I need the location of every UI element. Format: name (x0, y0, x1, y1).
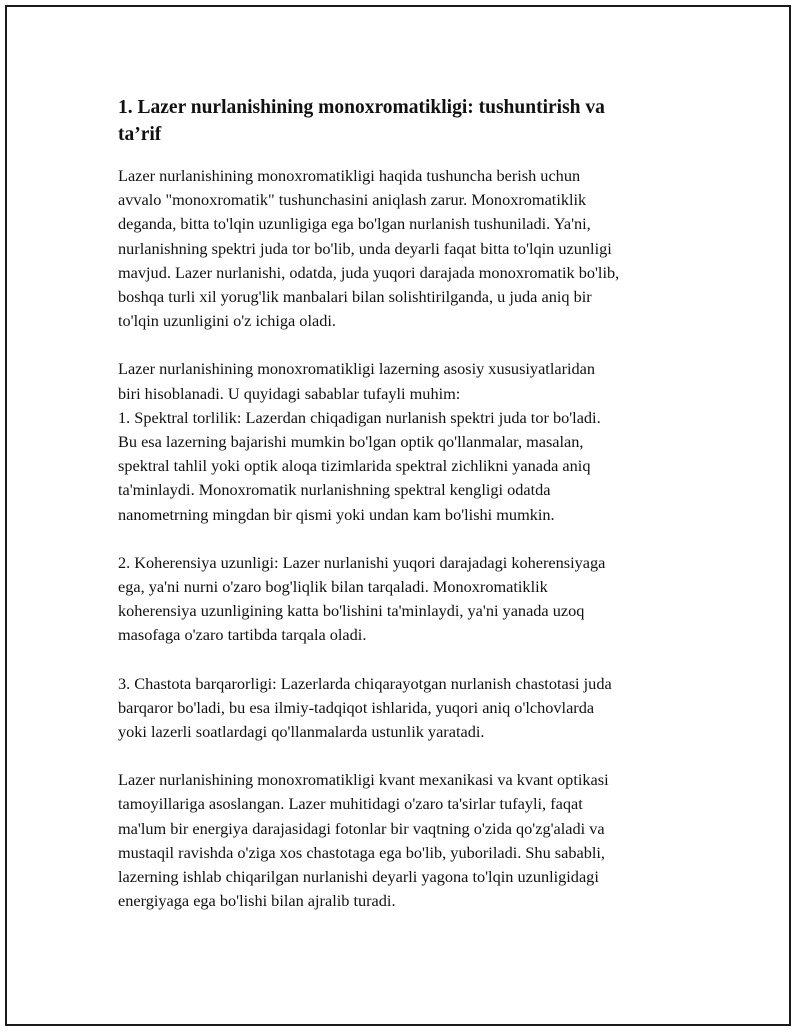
text-line: ega, ya'ni nurni o'zaro bog'liqlik bilan tarqaladi. Monoxromatiklik (118, 577, 548, 597)
paragraph-intro (118, 164, 698, 333)
text-line: ta'minlaydi. Monoxromatik nurlanishning spektral kengligi odatda (118, 480, 551, 500)
text-line: 2. Koherensiya uzunligi: Lazer nurlanishi yuqori darajadagi koherensiyaga (118, 552, 606, 572)
text-line: barqaror bo'ladi, bu esa ilmiy-tadqiqot ishlarida, yuqori aniq o'lchovlarda (118, 697, 595, 717)
text-line: energiyaga ega bo'lishi bilan ajralib turadi. (118, 891, 396, 911)
text-line: Lazer nurlanishining monoxromatikligi kvant mexanikasi va kvant optikasi (118, 770, 609, 790)
text-line: nanometrning mingdan bir qismi yoki undan kam bo'lishi mumkin. (118, 504, 555, 524)
text-line: tamoyillariga asoslangan. Lazer muhitidagi o'zaro ta'sirlar tufayli, faqat (118, 794, 583, 814)
paragraph-frequency-stability (118, 672, 698, 745)
text-line: boshqa turli xil yorug'lik manbalari bilan solishtirilganda, u juda aniq bir (118, 287, 592, 307)
paragraph-importance (118, 357, 698, 526)
document-title (118, 94, 698, 148)
text-line: yoki lazerli soatlardagi qo'llanmalarda ustunlik yaratadi. (118, 722, 485, 742)
text-line: ma'lum bir energiya darajasidagi fotonlar bir vaqtning o'zida qo'zg'aladi va (118, 818, 605, 838)
text-line: to'lqin uzunligini o'z ichiga oladi. (118, 311, 336, 331)
title-line: ta’rif (118, 124, 162, 145)
text-line: deganda, bitta to'lqin uzunligiga ega bo'lgan nurlanish tushuniladi. Ya'ni, (118, 214, 591, 234)
text-line: spektral tahlil yoki optik aloqa tizimlarida spektral zichlikni yanada aniq (118, 456, 591, 476)
document-body (118, 94, 698, 937)
text-line: Lazer nurlanishining monoxromatikligi haqida tushuncha berish uchun (118, 166, 581, 185)
text-line: 3. Chastota barqarorligi: Lazerlarda chiqarayotgan nurlanish chastotasi juda (118, 673, 612, 693)
text-line: 1. Spektral torlilik: Lazerdan chiqadigan nurlanish spektri juda tor bo'ladi. (118, 407, 601, 427)
text-line: masofaga o'zaro tartibda tarqala oladi. (118, 625, 367, 645)
paragraph-coherence (118, 551, 698, 648)
text-line: Lazer nurlanishining monoxromatikligi lazerning asosiy xususiyatlaridan (118, 359, 596, 379)
text-line: biri hisoblanadi. U quyidagi sabablar tufayli muhim: (118, 383, 461, 403)
text-line: Bu esa lazerning bajarishi mumkin bo'lgan optik qo'llanmalar, masalan, (118, 432, 584, 452)
text-line: lazerning ishlab chiqarilgan nurlanishi deyarli yagona to'lqin uzunligidagi (118, 867, 599, 887)
text-line: koherensiya uzunligining katta bo'lishini ta'minlaydi, ya'ni yanada uzoq (118, 601, 585, 621)
text-line: avvalo "monoxromatik" tushunchasini aniqlash zarur. Monoxromatiklik (118, 190, 587, 210)
text-line: mustaqil ravishda o'ziga xos chastotaga ega bo'lib, yuboriladi. Shu sababli, (118, 842, 605, 862)
paragraph-quantum (118, 768, 698, 913)
title-line: 1. Lazer nurlanishining monoxromatikligi: tushuntirish va (118, 97, 605, 118)
text-line: nurlanishning spektri juda tor bo'lib, unda deyarli faqat bitta to'lqin uzunligi (118, 238, 612, 258)
text-line: mavjud. Lazer nurlanishi, odatda, juda yuqori darajada monoxromatik bo'lib, (118, 262, 620, 282)
